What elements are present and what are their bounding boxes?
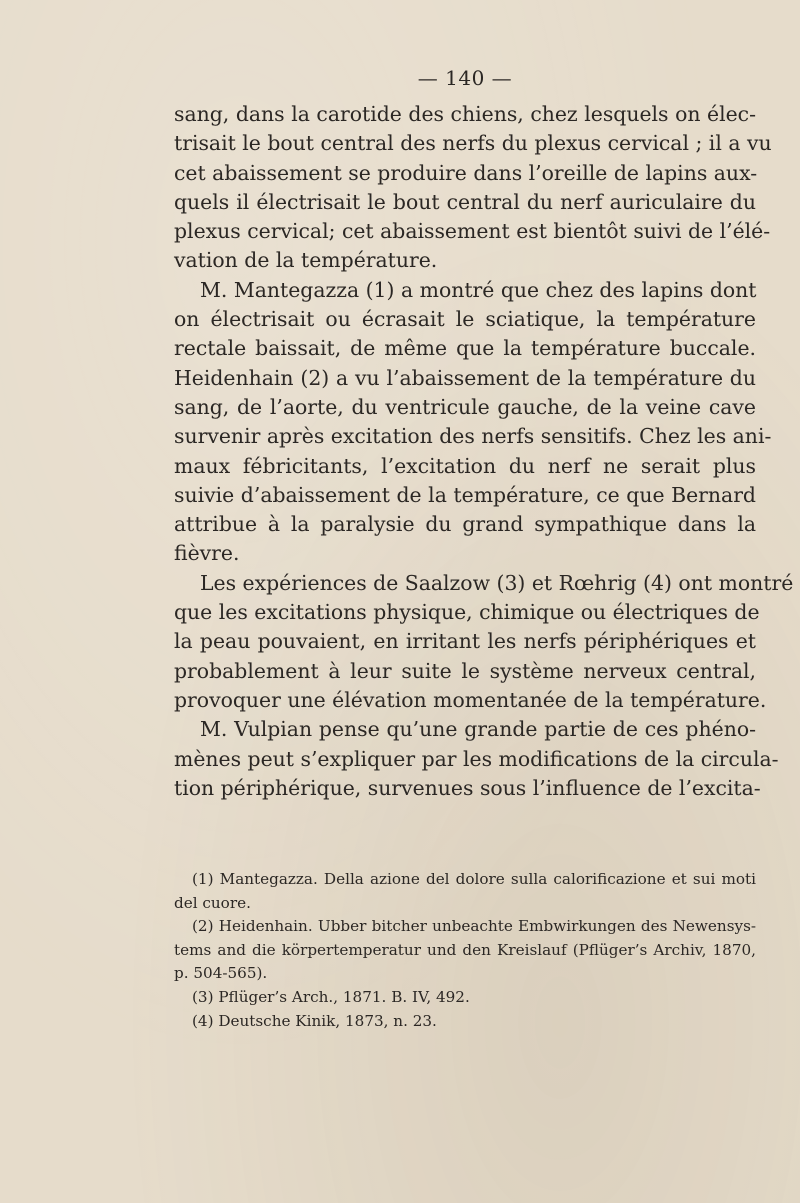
footnote-line: (1) Mantegazza. Della azione del dolore sulla calorificazione et sui moti — [192, 870, 756, 888]
text-line: vation de la température. — [174, 248, 438, 273]
text-line: provoquer une élévation momentanée de la température. — [174, 687, 767, 712]
footnote-line: p. 504-565). — [174, 964, 268, 983]
footnote-line: (4) Deutsche Kinik, 1873, n. 23. — [192, 1011, 437, 1030]
footnote-line: (2) Heidenhain. Ubber bitcher unbeachte Embwirkungen des Newensys- — [192, 917, 756, 936]
text-line: sang, dans la carotide des chiens, chez lesquels on élec- — [174, 102, 756, 126]
text-line: on électrisait ou écrasait le sciatique, la température — [174, 307, 756, 332]
text-line: la peau pouvaient, en irritant les nerfs périphériques et — [174, 629, 756, 654]
footnote-line: tems and die körpertemperatur und den Kreislauf (Pflüger’s Archiv, 1870, — [174, 940, 756, 959]
text-line: attribue à la paralysie du grand sympathique dans la — [174, 512, 756, 537]
text-line: maux fébricitants, l’excitation du nerf ne serait plus — [174, 453, 756, 478]
footnotes — [174, 868, 756, 1033]
page-number: — 140 — — [417, 66, 513, 90]
text-line: sang, de l’aorte, du ventricule gauche, de la veine cave — [174, 394, 756, 419]
text-line: cet abaissement se produire dans l’oreille de lapins aux- — [174, 160, 758, 185]
text-line: fièvre. — [174, 541, 240, 566]
body-text — [174, 100, 794, 803]
text-line: mènes peut s’expliquer par les modifications de la circula- — [174, 746, 779, 771]
footnote-line: del cuore. — [174, 893, 251, 912]
text-line: quels il électrisait le bout central du nerf auriculaire du — [174, 189, 756, 214]
text-line: M. Vulpian pense qu’une grande partie de ces phéno- — [200, 717, 756, 742]
text-line: suivie d’abaissement de la température, ce que Bernard — [174, 482, 756, 507]
text-line: plexus cervical; cet abaissement est bientôt suivi de l’élé- — [174, 219, 771, 244]
text-line: M. Mantegazza (1) a montré que chez des lapins dont — [200, 277, 757, 302]
text-line: survenir après excitation des nerfs sensitifs. Chez les ani- — [174, 424, 772, 449]
text-line: trisait le bout central des nerfs du plexus cervical ; il a vu — [174, 131, 772, 156]
text-line: tion périphérique, survenues sous l’influence de l’excita- — [174, 775, 761, 800]
text-line: Heidenhain (2) a vu l’abaissement de la température du — [174, 365, 756, 390]
text-line: Les expériences de Saalzow (3) et Rœhrig (4) ont montré — [200, 570, 794, 595]
text-line: rectale baissait, de même que la température buccale. — [174, 336, 756, 361]
text-line: probablement à leur suite le système nerveux central, — [174, 658, 756, 683]
footnote-line: (3) Pflüger’s Arch., 1871. B. IV, 492. — [192, 987, 470, 1006]
text-line: que les excitations physique, chimique ou électriques de — [174, 600, 760, 625]
